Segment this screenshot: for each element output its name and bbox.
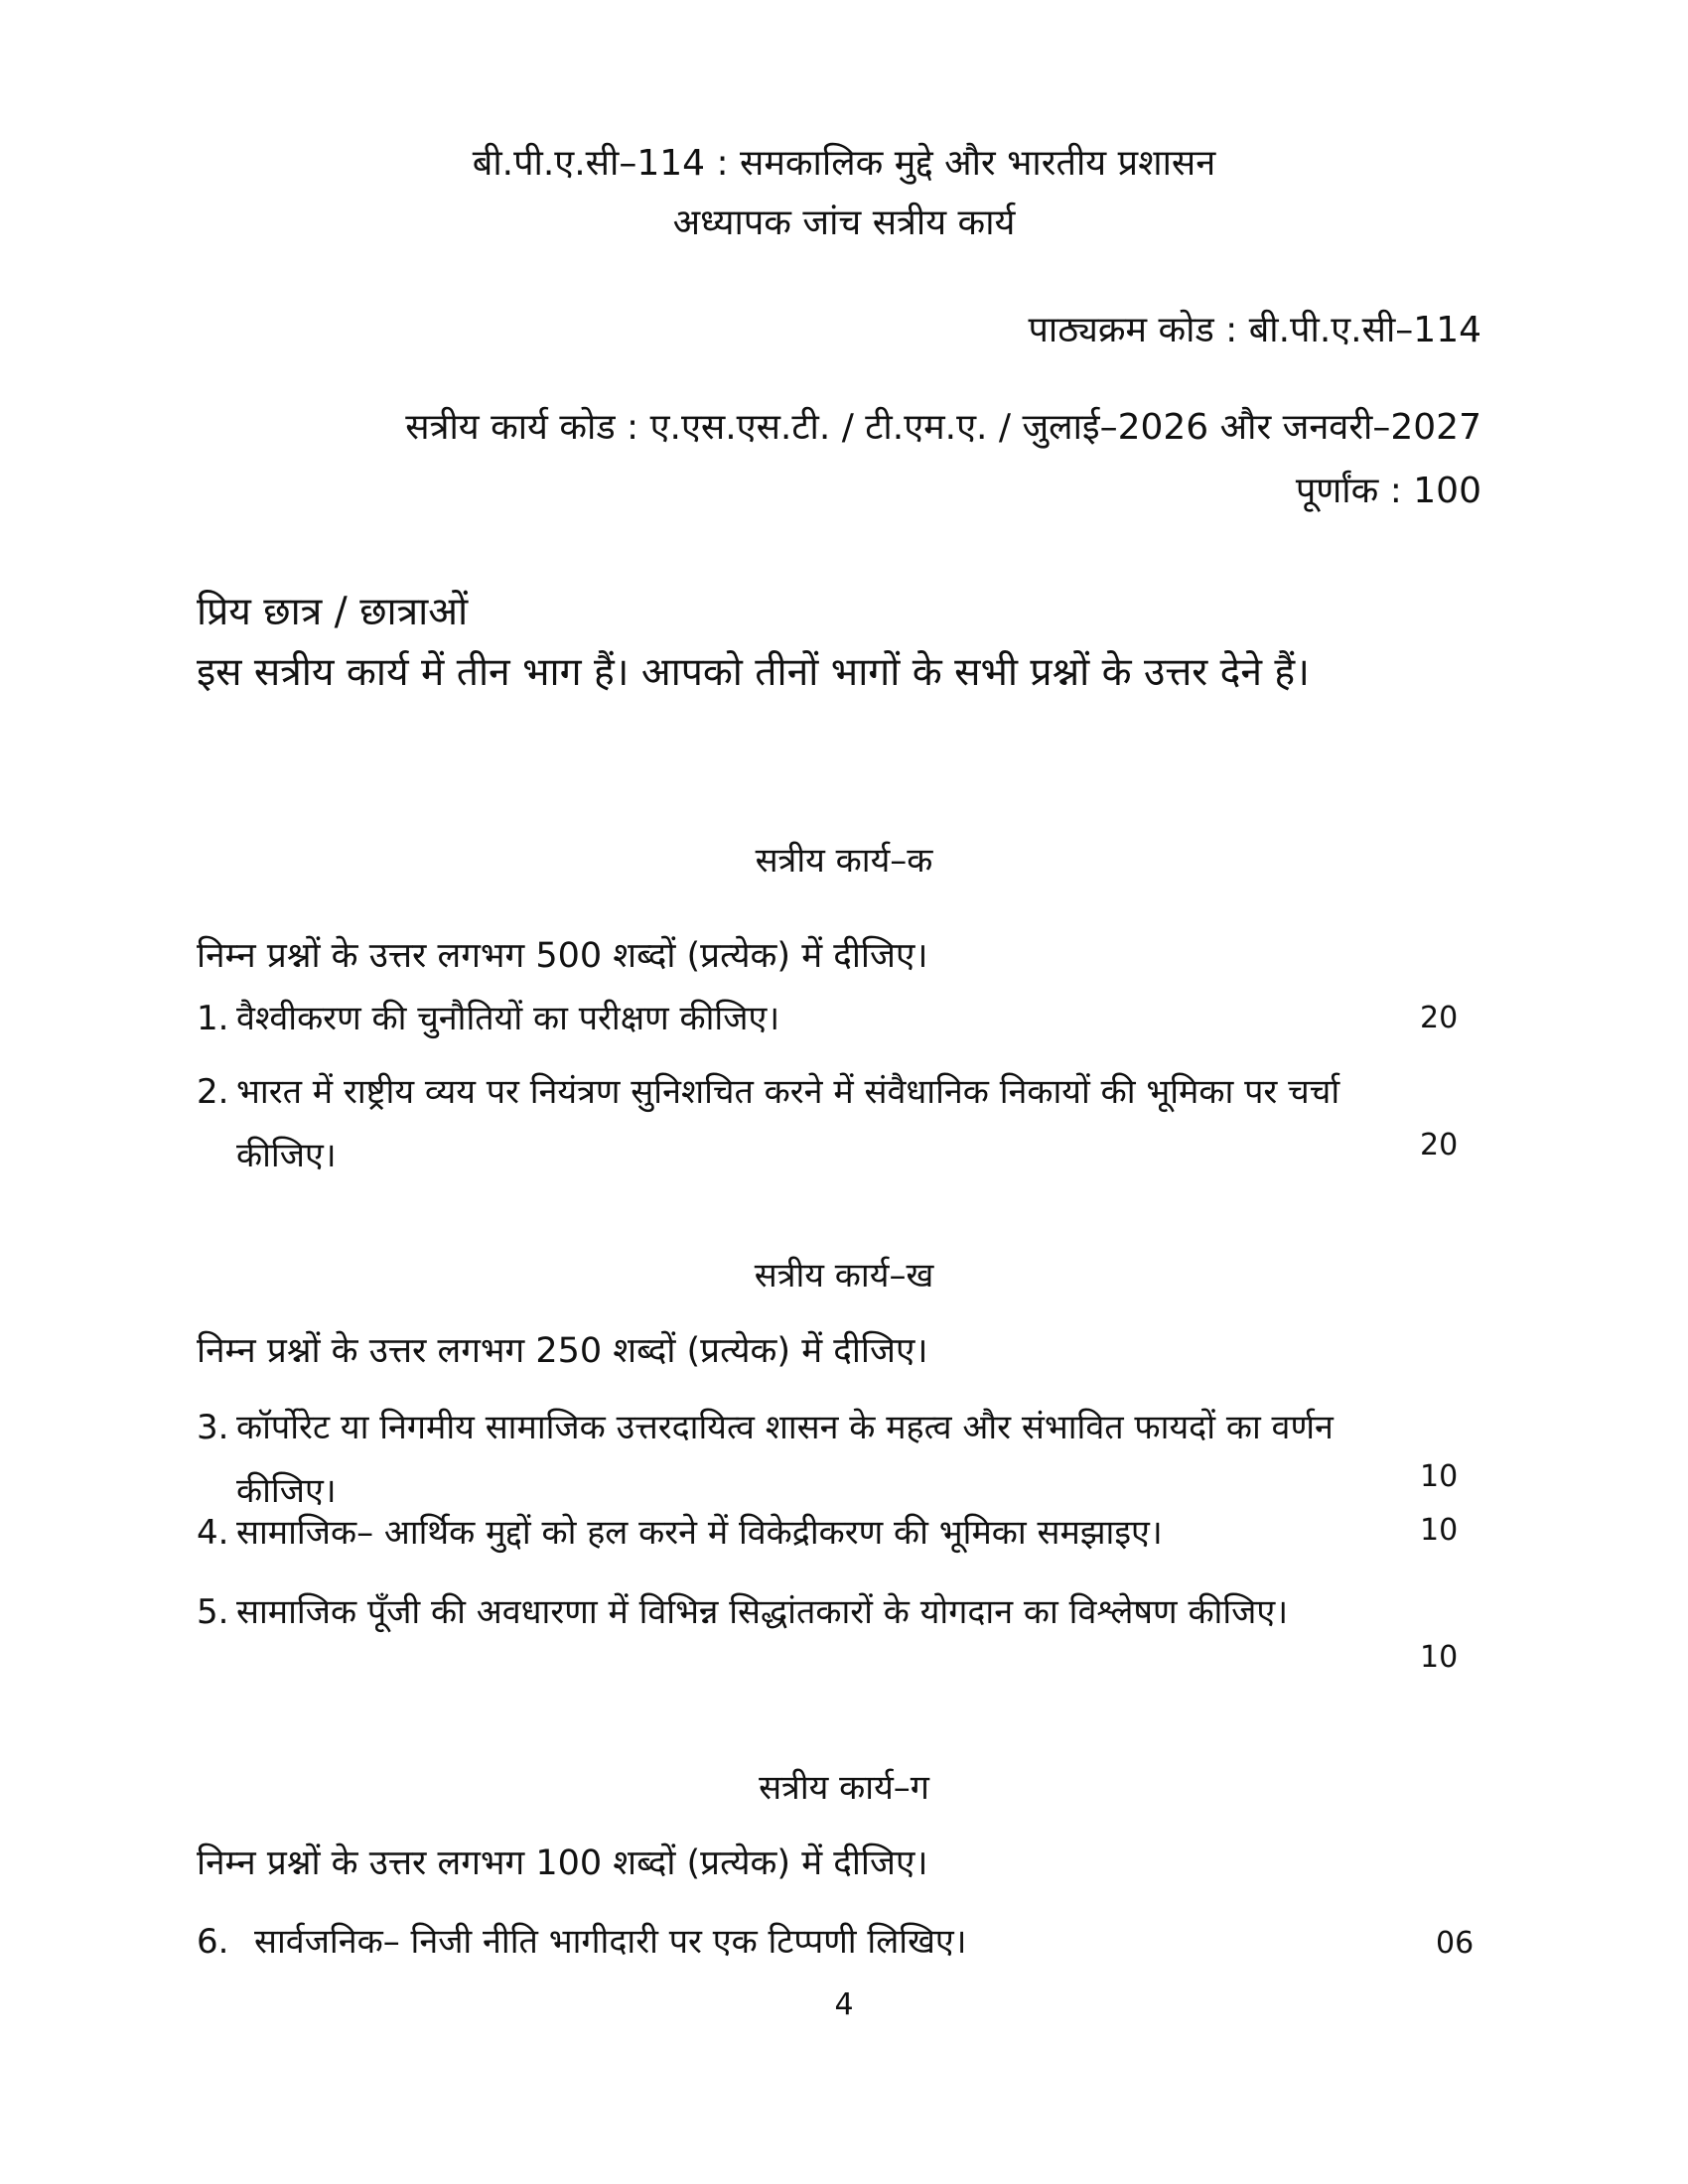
max-marks: पूर्णांक : 100 xyxy=(1295,471,1481,511)
page-subtitle: अध्यापक जांच सत्रीय कार्य xyxy=(672,203,1016,243)
page-number: 4 xyxy=(834,1987,854,2022)
question-item xyxy=(197,1910,1438,1974)
question-text: कॉर्पोरेट या निगमीय सामाजिक उत्तरदायित्व शासन के महत्व और संभावित फायदों का वर्णन कीजिए। xyxy=(236,1408,1334,1511)
question-text: सार्वजनिक– निजी नीति भागीदारी पर एक टिप्पणी लिखिए। xyxy=(254,1922,967,1962)
question-number: 2. xyxy=(197,1072,229,1112)
intro-text: इस सत्रीय कार्य में तीन भाग हैं। आपको तीनों भागों के सभी प्रश्नों के उत्तर देने हैं। xyxy=(197,650,1310,695)
section-heading-b: सत्रीय कार्य–ख xyxy=(754,1256,934,1296)
question-marks: 06 xyxy=(1436,1926,1475,1961)
question-number: 1. xyxy=(197,999,229,1038)
question-number: 4. xyxy=(197,1513,229,1553)
question-item xyxy=(197,987,1438,1050)
section-heading-a: सत्रीय कार्य–क xyxy=(755,841,933,881)
page-title: बी.पी.ए.सी–114 : समकालिक मुद्दे और भारतीय प्रशासन xyxy=(472,143,1216,184)
question-marks: 10 xyxy=(1420,1459,1459,1494)
course-code: पाठ्यक्रम कोड : बी.पी.ए.सी–114 xyxy=(1028,310,1481,350)
question-text: वैश्वीकरण की चुनौतियों का परीक्षण कीजिए। xyxy=(236,999,780,1038)
question-text: सामाजिक पूँजी की अवधारणा में विभिन्न सिद्धांतकारों के योगदान का विश्लेषण कीजिए। xyxy=(236,1592,1289,1632)
section-heading-c: सत्रीय कार्य–ग xyxy=(759,1768,929,1808)
assignment-code: सत्रीय कार्य कोड : ए.एस.एस.टी. / टी.एम.ए. / जुलाई–2026 और जनवरी–2027 xyxy=(405,407,1481,448)
question-item xyxy=(197,1580,1438,1707)
question-number: 6. xyxy=(197,1922,229,1962)
section-instruction-c: निम्न प्रश्नों के उत्तर लगभग 100 शब्दों (प्रत्येक) में दीजिए। xyxy=(197,1843,928,1883)
section-instruction-a: निम्न प्रश्नों के उत्तर लगभग 500 शब्दों (प्रत्येक) में दीजिए। xyxy=(197,936,928,976)
question-marks: 20 xyxy=(1420,1128,1459,1162)
question-item xyxy=(197,1060,1438,1187)
question-number: 3. xyxy=(197,1408,229,1447)
question-marks: 10 xyxy=(1420,1640,1459,1675)
salutation: प्रिय छात्र / छात्राओं xyxy=(197,590,469,634)
question-marks: 10 xyxy=(1420,1513,1459,1548)
question-marks: 20 xyxy=(1420,1001,1459,1035)
question-text: सामाजिक– आर्थिक मुद्दों को हल करने में विकेद्रीकरण की भूमिका समझाइए। xyxy=(236,1513,1163,1553)
section-instruction-b: निम्न प्रश्नों के उत्तर लगभग 250 शब्दों (प्रत्येक) में दीजिए। xyxy=(197,1331,928,1371)
question-number: 5. xyxy=(197,1592,229,1632)
question-item xyxy=(197,1501,1438,1565)
question-text: भारत में राष्ट्रीय व्यय पर नियंत्रण सुनिशचित करने में संवैधानिक निकायों की भूमिका पर चर्चा कीजिए। xyxy=(236,1072,1340,1175)
